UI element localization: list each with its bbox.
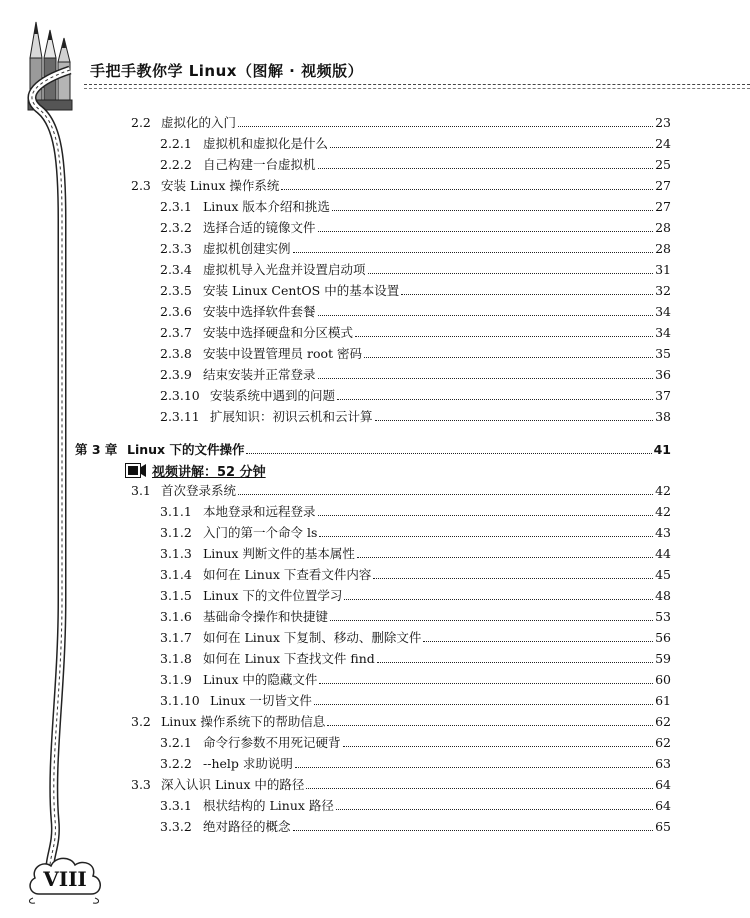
dot-leader	[357, 557, 653, 558]
dot-leader	[318, 168, 654, 169]
entry-number: 2.2.1	[160, 136, 192, 151]
entry-number: 3.3.1	[160, 798, 192, 813]
entry-number: 2.3.1	[160, 199, 192, 214]
dot-leader	[364, 357, 653, 358]
entry-number: 2.3.4	[160, 262, 192, 277]
subsection-entry[interactable]	[160, 324, 671, 341]
subsection-entry[interactable]	[160, 366, 671, 383]
subsection-entry[interactable]	[160, 303, 671, 320]
entry-number: 3.3.2	[160, 819, 192, 834]
entry-page-number: 24	[655, 136, 671, 151]
entry-page-number: 31	[655, 262, 671, 277]
entry-title: 安装 Linux CentOS 中的基本设置	[203, 283, 400, 298]
entry-title: --help 求助说明	[203, 756, 293, 771]
entry-number: 3.1.3	[160, 546, 192, 561]
dot-leader	[377, 662, 653, 663]
entry-page-number: 27	[655, 178, 671, 193]
entry-page-number: 27	[655, 199, 671, 214]
dot-leader	[330, 620, 653, 621]
entry-title: 基础命令操作和快捷键	[203, 609, 329, 624]
subsection-entry[interactable]	[160, 198, 671, 215]
dot-leader	[318, 231, 654, 232]
entry-number: 2.3.5	[160, 283, 192, 298]
subsection-entry[interactable]	[160, 587, 671, 604]
entry-number: 3.1.4	[160, 567, 192, 582]
dot-leader	[343, 746, 654, 747]
entry-page-number: 23	[655, 115, 671, 130]
subsection-entry[interactable]	[160, 818, 671, 835]
entry-page-number: 44	[655, 546, 671, 561]
entry-number: 2.2	[131, 115, 151, 130]
subsection-entry[interactable]	[160, 692, 671, 709]
entry-title: 入门的第一个命令 ls	[203, 525, 318, 540]
entry-number: 2.3.7	[160, 325, 192, 340]
entry-page-number: 53	[655, 609, 671, 624]
entry-page-number: 45	[655, 567, 671, 582]
entry-title: 如何在 Linux 下查找文件 find	[203, 651, 375, 666]
entry-number: 3.1	[131, 483, 151, 498]
entry-number: 2.3.2	[160, 220, 192, 235]
entry-title: Linux 下的文件位置学习	[203, 588, 343, 603]
dot-leader	[319, 536, 653, 537]
subsection-entry[interactable]	[160, 650, 671, 667]
dot-leader	[337, 399, 653, 400]
section-entry[interactable]	[131, 776, 671, 793]
entry-title: Linux 一切皆文件	[210, 693, 312, 708]
entry-number: 3.1.7	[160, 630, 192, 645]
entry-number: 2.3.6	[160, 304, 192, 319]
subsection-entry[interactable]	[160, 408, 671, 425]
subsection-entry[interactable]	[160, 797, 671, 814]
entry-page-number: 56	[655, 630, 671, 645]
subsection-entry[interactable]	[160, 524, 671, 541]
entry-number: 3.1.6	[160, 609, 192, 624]
entry-page-number: 38	[655, 409, 671, 424]
subsection-entry[interactable]	[160, 503, 671, 520]
entry-page-number: 36	[655, 367, 671, 382]
entry-page-number: 32	[655, 283, 671, 298]
entry-page-number: 25	[655, 157, 671, 172]
entry-title: 安装中选择软件套餐	[203, 304, 316, 319]
dot-leader	[401, 294, 653, 295]
dot-leader	[306, 788, 653, 789]
dot-leader	[238, 126, 653, 127]
subsection-entry[interactable]	[160, 282, 671, 299]
entry-page-number: 35	[655, 346, 671, 361]
subsection-entry[interactable]	[160, 219, 671, 236]
header-divider-secondary	[84, 88, 750, 89]
dot-leader	[318, 515, 654, 516]
dot-leader	[332, 210, 653, 211]
entry-page-number: 37	[655, 388, 671, 403]
entry-page-number: 34	[655, 325, 671, 340]
entry-page-number: 34	[655, 304, 671, 319]
dot-leader	[373, 578, 653, 579]
dot-leader	[293, 830, 654, 831]
entry-number: 2.3.11	[160, 409, 200, 424]
dot-leader	[423, 641, 653, 642]
entry-number: 3.1.5	[160, 588, 192, 603]
dot-leader	[314, 704, 653, 705]
entry-number: 第 3 章	[75, 442, 118, 457]
entry-title: 虚拟机和虚拟化是什么	[203, 136, 329, 151]
entry-title: 选择合适的镜像文件	[203, 220, 316, 235]
entry-number: 2.3.9	[160, 367, 192, 382]
entry-title: 如何在 Linux 下查看文件内容	[203, 567, 372, 582]
subsection-entry[interactable]	[160, 545, 671, 562]
entry-title: 自己构建一台虚拟机	[203, 157, 316, 172]
entry-number: 3.2	[131, 714, 151, 729]
entry-number: 3.1.10	[160, 693, 200, 708]
entry-page-number: 62	[655, 735, 671, 750]
entry-title: 虚拟机创建实例	[203, 241, 291, 256]
section-entry[interactable]	[131, 482, 671, 499]
entry-title: 虚拟机导入光盘并设置启动项	[203, 262, 366, 277]
video-lecture-text: 视频讲解：52 分钟	[152, 465, 266, 480]
entry-title: 安装系统中遇到的问题	[210, 388, 336, 403]
subsection-entry[interactable]	[160, 240, 671, 257]
entry-number: 2.3.3	[160, 241, 192, 256]
dot-leader	[368, 273, 654, 274]
entry-number: 2.3	[131, 178, 151, 193]
subsection-entry[interactable]	[160, 629, 671, 646]
dot-leader	[375, 420, 654, 421]
entry-title: 首次登录系统	[161, 483, 237, 498]
dot-leader	[355, 336, 653, 337]
entry-title: 安装中设置管理员 root 密码	[203, 346, 362, 361]
entry-number: 2.3.8	[160, 346, 192, 361]
subsection-entry[interactable]	[160, 261, 671, 278]
entry-title: 安装中选择硬盘和分区模式	[203, 325, 354, 340]
entry-page-number: 41	[653, 442, 671, 457]
subsection-entry[interactable]	[160, 734, 671, 751]
entry-title: 绝对路径的概念	[203, 819, 291, 834]
dot-leader	[319, 683, 653, 684]
entry-title: Linux 中的隐藏文件	[203, 672, 318, 687]
entry-number: 3.1.9	[160, 672, 192, 687]
entry-number: 3.2.1	[160, 735, 192, 750]
entry-title: 结束安装并正常登录	[203, 367, 316, 382]
section-entry[interactable]	[131, 177, 671, 194]
subsection-entry[interactable]	[160, 387, 671, 404]
entry-number: 3.3	[131, 777, 151, 792]
entry-page-number: 60	[655, 672, 671, 687]
entry-number: 2.3.10	[160, 388, 200, 403]
entry-page-number: 64	[655, 777, 671, 792]
pencil-road-decoration	[0, 0, 90, 918]
entry-page-number: 63	[655, 756, 671, 771]
entry-title: 虚拟化的入门	[161, 115, 237, 130]
entry-page-number: 61	[655, 693, 671, 708]
page-number-badge	[25, 850, 105, 908]
entry-title: Linux 判断文件的基本属性	[203, 546, 355, 561]
dot-leader	[246, 453, 651, 454]
entry-title: 本地登录和远程登录	[203, 504, 316, 519]
dot-leader	[327, 725, 653, 726]
chapter-entry[interactable]	[75, 441, 671, 458]
dot-leader	[344, 599, 653, 600]
entry-page-number: 59	[655, 651, 671, 666]
section-entry[interactable]	[131, 713, 671, 730]
entry-number: 3.2.2	[160, 756, 192, 771]
entry-page-number: 62	[655, 714, 671, 729]
subsection-entry[interactable]	[160, 671, 671, 688]
page-header-title: 手把手教你学 Linux（图解 · 视频版）	[90, 62, 364, 80]
dot-leader	[318, 315, 654, 316]
entry-title: Linux 操作系统下的帮助信息	[161, 714, 326, 729]
page-number: VIII	[43, 867, 87, 891]
subsection-entry[interactable]	[160, 755, 671, 772]
subsection-entry[interactable]	[160, 135, 671, 152]
entry-number: 3.1.8	[160, 651, 192, 666]
dot-leader	[336, 809, 653, 810]
entry-title: 如何在 Linux 下复制、移动、删除文件	[203, 630, 422, 645]
dot-leader	[295, 767, 653, 768]
subsection-entry[interactable]	[160, 345, 671, 362]
dot-leader	[238, 494, 653, 495]
entry-page-number: 48	[655, 588, 671, 603]
entry-title: 安装 Linux 操作系统	[161, 178, 280, 193]
entry-title: 根状结构的 Linux 路径	[203, 798, 334, 813]
subsection-entry[interactable]	[160, 566, 671, 583]
entry-page-number: 42	[655, 483, 671, 498]
entry-title: 扩展知识：初识云机和云计算	[210, 409, 373, 424]
section-entry[interactable]	[131, 114, 671, 131]
entry-title: 命令行参数不用死记硬背	[203, 735, 341, 750]
subsection-entry[interactable]	[160, 156, 671, 173]
entry-page-number: 28	[655, 220, 671, 235]
dot-leader	[281, 189, 653, 190]
entry-number: 3.1.2	[160, 525, 192, 540]
entry-page-number: 28	[655, 241, 671, 256]
entry-page-number: 65	[655, 819, 671, 834]
dot-leader	[318, 378, 654, 379]
subsection-entry[interactable]	[160, 608, 671, 625]
entry-number: 2.2.2	[160, 157, 192, 172]
dot-leader	[330, 147, 653, 148]
video-icon	[125, 463, 147, 478]
entry-number: 3.1.1	[160, 504, 192, 519]
entry-title: Linux 下的文件操作	[127, 442, 245, 457]
entry-title: 深入认识 Linux 中的路径	[161, 777, 305, 792]
entry-page-number: 43	[655, 525, 671, 540]
entry-page-number: 64	[655, 798, 671, 813]
entry-page-number: 42	[655, 504, 671, 519]
entry-title: Linux 版本介绍和挑选	[203, 199, 330, 214]
video-lecture-note	[125, 461, 266, 480]
dot-leader	[293, 252, 654, 253]
header-divider	[84, 84, 750, 85]
